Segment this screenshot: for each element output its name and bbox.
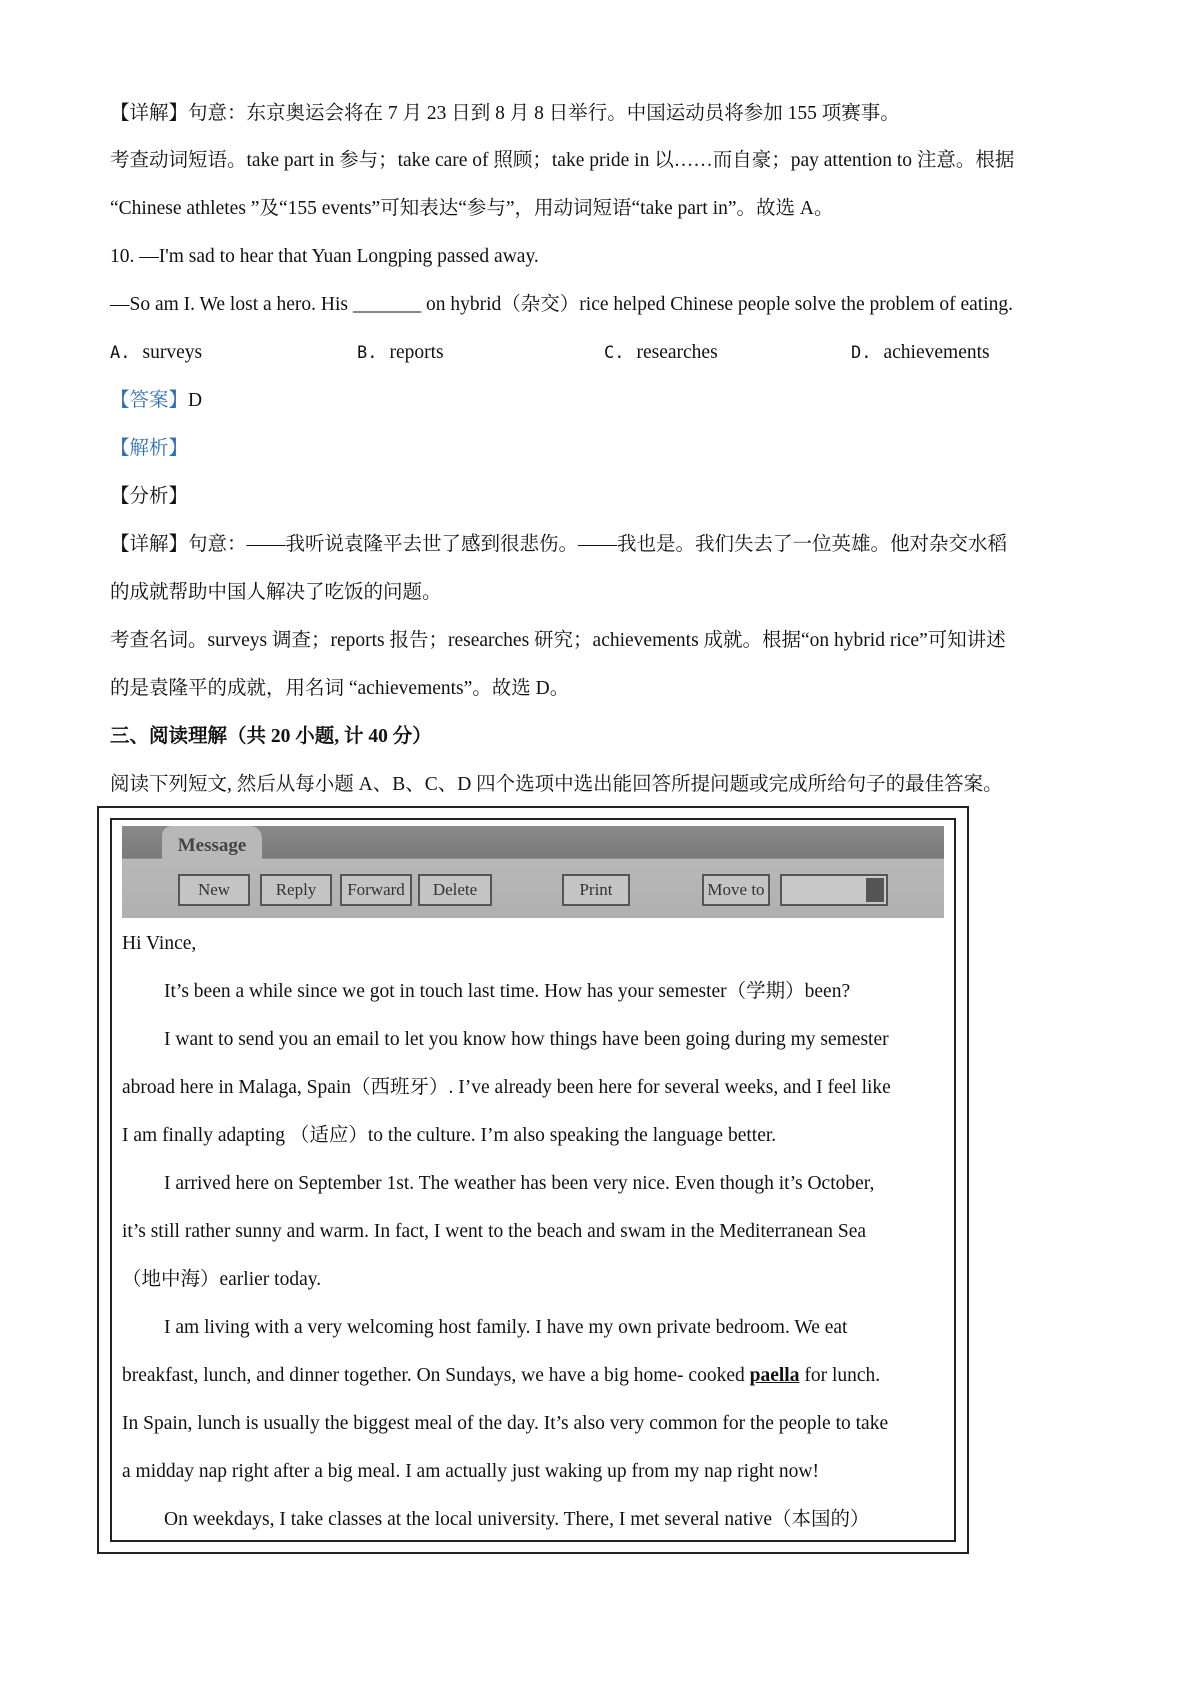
detail-line-3: “Chinese athletes ”及“155 events”可知表达“参与”，用动词短语“take part in”。故选 A。 [110, 198, 834, 219]
email-paragraph-1: It’s been a while since we got in touch last time. How has your semester（学期）been? [164, 981, 851, 1002]
option-letter: B. [357, 343, 378, 363]
email-paragraph-3-line-2: it’s still rather sunny and warm. In fact, I went to the beach and swam in the Mediterranean Sea [122, 1221, 867, 1242]
reading-instruction: 阅读下列短文, 然后从每小题 A、B、C、D 四个选项中选出能回答所提问题或完成所给句子的最佳答案。 [110, 774, 1003, 795]
option-a [110, 339, 202, 367]
detail-line-1: 【详解】句意：东京奥运会将在 7 月 23 日到 8 月 8 日举行。中国运动员将参加 155 项赛事。 [110, 103, 900, 124]
delete-button: Delete [418, 874, 492, 906]
option-d [851, 339, 990, 367]
print-button: Print [562, 874, 630, 906]
email-paragraph-3-line-1: I arrived here on September 1st. The weather has been very nice. Even though it’s October, [164, 1173, 875, 1194]
detail-10-line-2: 的成就帮助中国人解决了吃饭的问题。 [110, 582, 442, 603]
text-segment: breakfast, lunch, and dinner together. On Sundays, we have a big home- cooked [122, 1365, 750, 1386]
fenxi-label: 【分析】 [110, 486, 189, 507]
email-paragraph-2-line-2: abroad here in Malaga, Spain（西班牙）. I’ve already been here for several weeks, and I feel like [122, 1077, 891, 1098]
new-button: New [178, 874, 250, 906]
option-letter: A. [110, 343, 131, 363]
forward-button: Forward [340, 874, 412, 906]
reply-button: Reply [260, 874, 332, 906]
answer-label: 【答案】 [110, 390, 189, 411]
option-text: achievements [883, 342, 990, 363]
text-segment: for lunch. [799, 1365, 881, 1386]
email-paragraph-5-line-1: On weekdays, I take classes at the local university. There, I met several native（本国的） [164, 1509, 870, 1530]
analysis-label: 【解析】 [110, 438, 189, 459]
option-letter: D. [851, 343, 872, 363]
answer-value: D [188, 390, 203, 411]
detail-10-line-3: 考查名词。surveys 调查；reports 报告；researches 研究；achievements 成就。根据“on hybrid rice”可知讲述 [110, 630, 1006, 651]
question-10-response: —So am I. We lost a hero. His _______ on hybrid（杂交）rice helped Chinese people solve the problem of eating. [110, 294, 1014, 315]
detail-10-line-1: 【详解】句意：——我听说袁隆平去世了感到很悲伤。——我也是。我们失去了一位英雄。他对杂交水稻 [110, 534, 1008, 555]
detail-line-2: 考查动词短语。take part in 参与；take care of 照顾；take pride in 以……而自豪；pay attention to 注意。根据 [110, 150, 1015, 171]
email-paragraph-4-line-4: a midday nap right after a big meal. I am actually just waking up from my nap right now! [122, 1461, 819, 1482]
option-text: reports [389, 342, 444, 363]
move-to-button: Move to [702, 874, 770, 906]
section-3-heading: 三、阅读理解（共 20 小题, 计 40 分） [110, 726, 432, 747]
answer [110, 387, 202, 415]
email-paragraph-2-line-1: I want to send you an email to let you know how things have been going during my semester [164, 1029, 889, 1050]
option-c [604, 339, 718, 367]
email-greeting: Hi Vince, [122, 933, 197, 954]
option-b [357, 339, 444, 367]
email-paragraph-4-line-2 [122, 1362, 880, 1390]
underlined-word-paella: paella [749, 1365, 800, 1386]
dropdown-arrow-icon [866, 878, 884, 902]
detail-10-line-4: 的是袁隆平的成就，用名词 “achievements”。故选 D。 [110, 678, 570, 699]
message-tab: Message [162, 826, 262, 864]
email-paragraph-2-line-3: I am finally adapting （适应）to the culture. I’m also speaking the language better. [122, 1125, 777, 1146]
move-to-dropdown [780, 874, 888, 906]
email-paragraph-3-line-3: （地中海）earlier today. [122, 1269, 322, 1290]
option-letter: C. [604, 343, 625, 363]
option-text: surveys [142, 342, 203, 363]
question-10: 10. —I'm sad to hear that Yuan Longping passed away. [110, 246, 539, 267]
option-text: researches [636, 342, 718, 363]
email-paragraph-4-line-3: In Spain, lunch is usually the biggest meal of the day. It’s also very common for the people to take [122, 1413, 889, 1434]
email-paragraph-4-line-1: I am living with a very welcoming host family. I have my own private bedroom. We eat [164, 1317, 848, 1338]
